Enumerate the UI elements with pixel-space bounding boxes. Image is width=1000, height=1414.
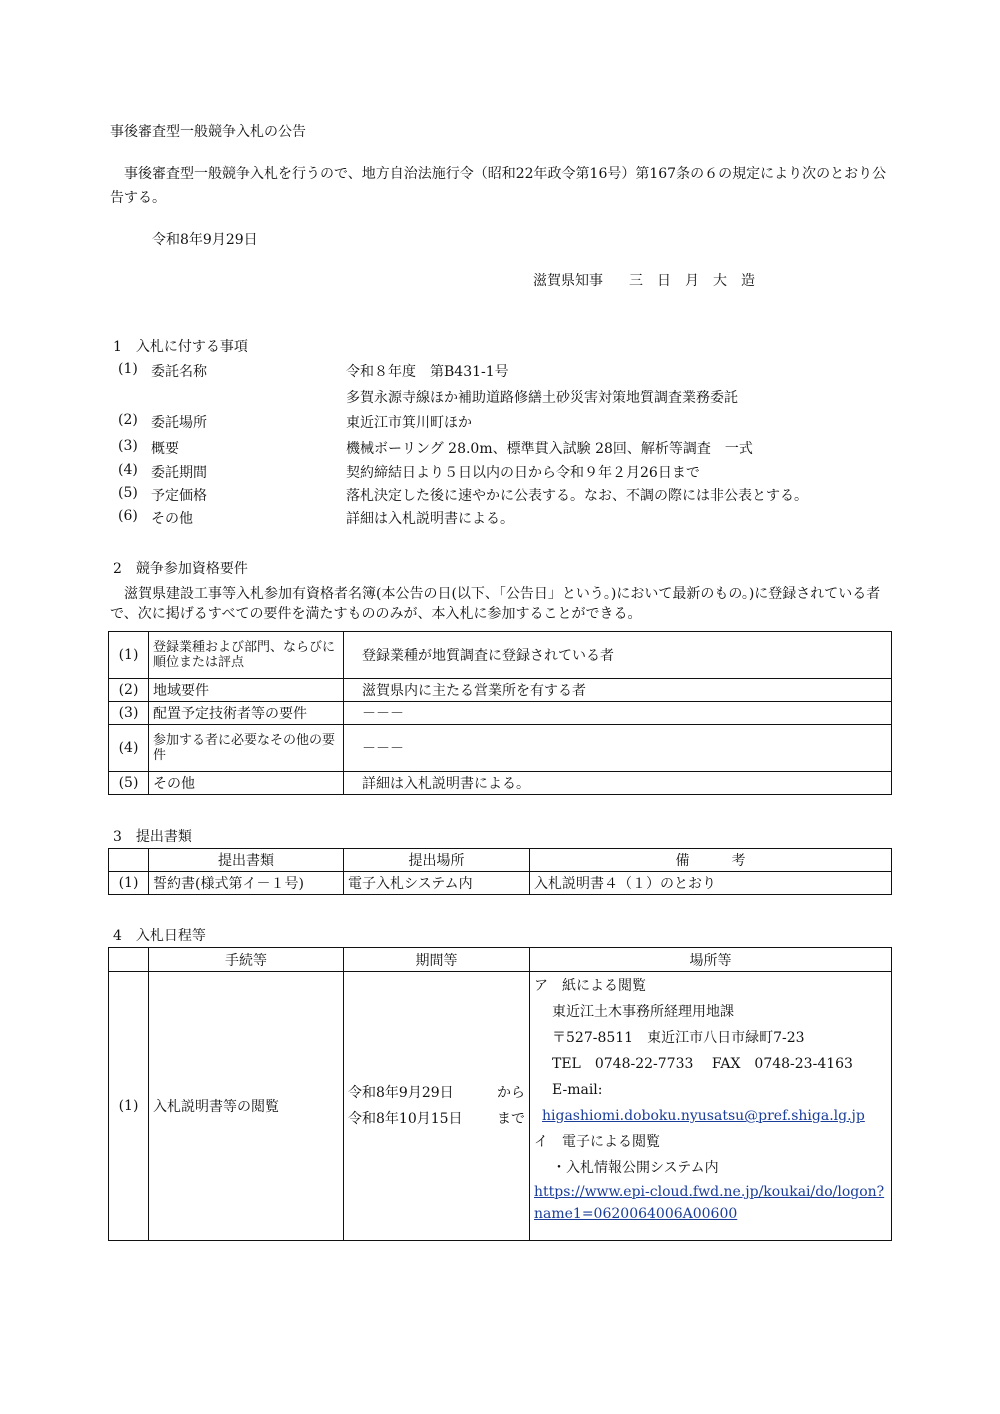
url-link[interactable]: https://www.epi-cloud.fwd.ne.jp/koukai/do/logon?name1=0620064006A00600	[534, 1184, 885, 1222]
table-row: (1) 誓約書(様式第イ－１号) 電子入札システム内 入札説明書４（１）のとおり	[109, 872, 892, 895]
table-row: (1) 登録業種および部門、ならびに順位または評点 登録業種が地質調査に登録されている者	[109, 632, 892, 679]
intro-text: 事後審査型一般競争入札を行うので、地方自治法施行令（昭和22年政令第16号）第167条の６の規定により次のとおり公告する。	[110, 166, 887, 206]
section1-item: (6) その他 詳細は入札説明書による。	[118, 508, 514, 527]
section1-item: (3) 概要 機械ボーリング 28.0m、標準貫入試験 28回、解析等調査 一式	[118, 438, 753, 457]
notice-date: 令和8年9月29日	[152, 232, 258, 248]
section1-item: (2) 委託場所 東近江市箕川町ほか	[118, 412, 472, 431]
section4-heading: 4 入札日程等	[113, 928, 206, 944]
author	[533, 270, 769, 290]
table-row: (5) その他 詳細は入札説明書による。	[109, 772, 892, 795]
table-row: (1) 入札説明書等の閲覧 令和8年9月29日 から 令和8年10月15日 まで ア 紙による閲覧 東近江土木事務所経理用地課 〒527-8511 東近江市八日市緑町7-23 TEL 0748-22-7733 FAX 0748-23-4163 E-mail: higashiomi.doboku.nyusatsu@pref.shiga.lg.jp イ 電子による閲覧 ・入札情報公開システム内 https://www.epi-cloud.fwd.ne.jp/koukai/do/logon?name1=0620064006A00600	[109, 972, 892, 1241]
document-title: 事後審査型一般競争入札の公告	[110, 124, 306, 140]
period-cell: 令和8年9月29日 から 令和8年10月15日 まで	[344, 972, 530, 1241]
place-cell: ア 紙による閲覧 東近江土木事務所経理用地課 〒527-8511 東近江市八日市緑町7-23 TEL 0748-22-7733 FAX 0748-23-4163 E-mail: higashiomi.doboku.nyusatsu@pref.shiga.lg.jp イ 電子による閲覧 ・入札情報公開システム内 https://www.epi-cloud.fwd.ne.jp/koukai/do/logon?name1=0620064006A00600	[530, 972, 892, 1241]
section1-item: (5) 予定価格 落札決定した後に速やかに公表する。なお、不調の際には非公表とする。	[118, 485, 808, 504]
section3-heading: 3 提出書類	[113, 829, 192, 845]
email-link[interactable]: higashiomi.doboku.nyusatsu@pref.shiga.lg.jp	[542, 1108, 865, 1124]
schedule-table	[108, 947, 892, 1241]
section1-item: (4) 委託期間 契約締結日より５日以内の日から令和９年２月26日まで	[118, 462, 700, 481]
section1-item: 多賀永源寺線ほか補助道路修繕土砂災害対策地質調査業務委託	[346, 390, 738, 406]
section2-heading: 2 競争参加資格要件	[113, 561, 248, 577]
table-row: (4) 参加する者に必要なその他の要件 －－－	[109, 725, 892, 772]
section1-item: (1) 委託名称 令和８年度 第B431-1号	[118, 361, 509, 380]
section2-text: 滋賀県建設工事等入札参加有資格者名簿(本公告の日(以下、「公告日」という。)において最新のもの。)に登録されている者で、次に掲げるすべての要件を満たすもののみが、本入札に参加することができる。	[110, 586, 881, 622]
table-header-row: 手続等 期間等 場所等	[109, 948, 892, 972]
table-row: (2) 地域要件 滋賀県内に主たる営業所を有する者	[109, 679, 892, 702]
qualification-table	[108, 631, 892, 795]
table-row: (3) 配置予定技術者等の要件 －－－	[109, 702, 892, 725]
section1-heading: 1 入札に付する事項	[113, 339, 248, 355]
author-title: 滋賀県知事	[533, 273, 603, 289]
documents-table	[108, 848, 892, 895]
author-name: 三日月大造	[629, 273, 769, 289]
table-header-row: 提出書類 提出場所 備 考	[109, 849, 892, 872]
